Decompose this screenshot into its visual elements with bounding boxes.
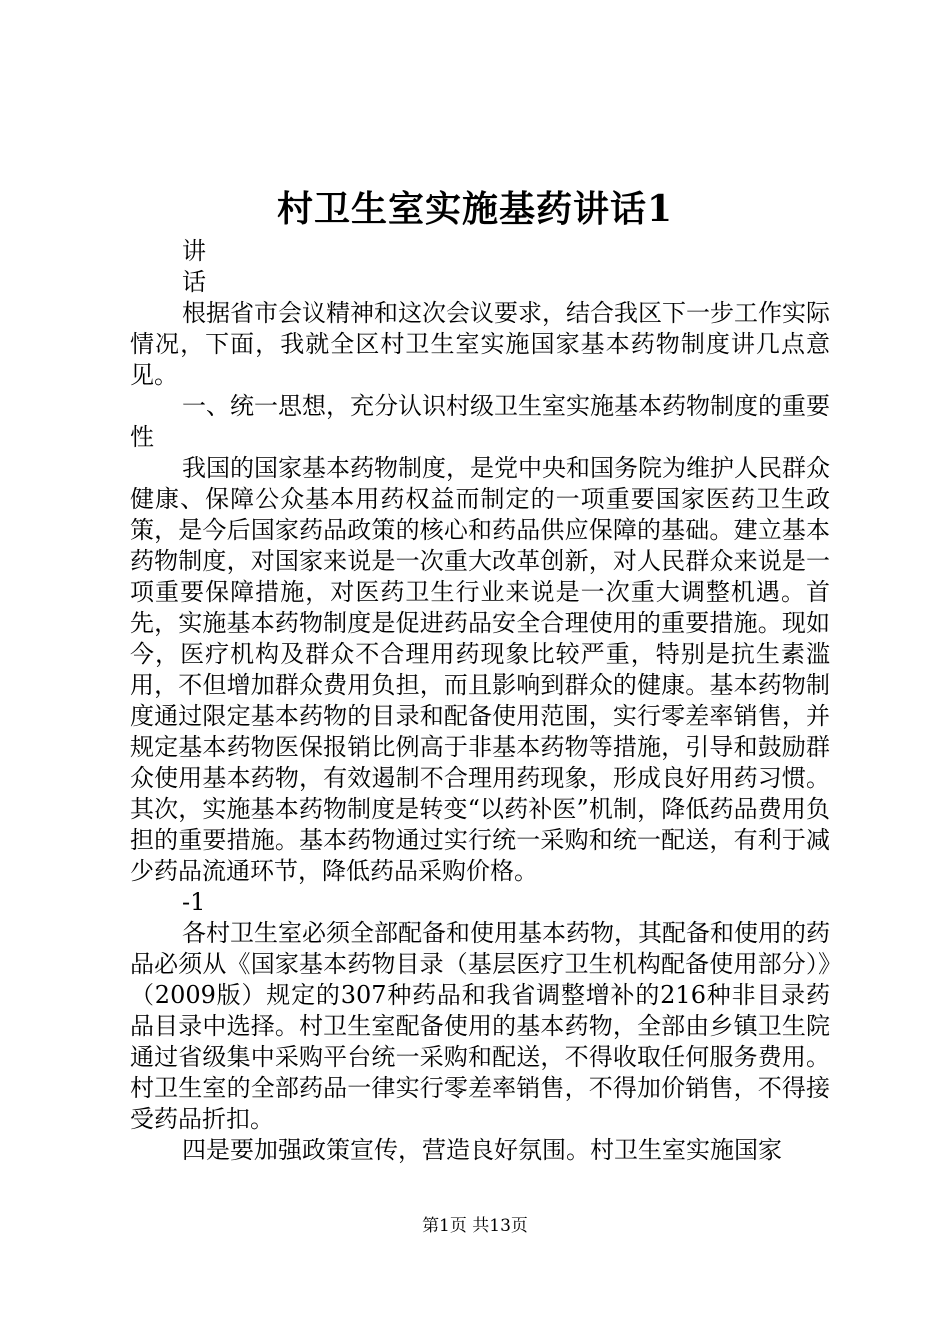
paragraph-policy: 我国的国家基本药物制度，是党中央和国务院为维护人民群众健康、保障公众基本用药权益而制定的一项重要国家医药卫生政策，是今后国家药品政策的核心和药品供应保障的基础。建立基本药物制度，对国家来说是一次重大改革创新，对人民群众来说是一项重要保障措施，对医药卫生行业来说是一次重大调整机遇。首先，实施基本药物制度是促进药品安全合理使用的重要措施。现如今，医疗机构及群众不合理用药现象比较严重，特别是抗生素滥用，不但增加群众费用负担，而且影响到群众的健康。基本药物制度通过限定基本药物的目录和配备使用范围，实行零差率销售，并规定基本药物医保报销比例高于非基本药物等措施，引导和鼓励群众使用基本药物，有效遏制不合理用药现象，形成良好用药习惯。其次，实施基本药物制度是转变“以药补医”机制，降低药品费用负担的重要措施。基本药物通过实行统一采购和统一配送，有利于减少药品流通环节，降低药品采购价格。 (130, 454, 830, 885)
document-title: 村卫生室实施基药讲话1 (276, 188, 674, 230)
speech-label-2: 话 (182, 268, 206, 296)
paragraph-requirements: 各村卫生室必须全部配备和使用基本药物，其配备和使用的药品必须从《国家基本药物目录（基层医疗卫生机构配备使用部分）》（2009版）规定的307种药品和我省调整增补的216种非目录药品目录中选择。村卫生室配备使用的基本药物，全部由乡镇卫生院通过省级集中采购平台统一采购和配送，不得收取任何服务费用。村卫生室的全部药品一律实行零差率销售，不得加价销售，不得接受药品折扣。 (130, 919, 830, 1133)
speech-label-1: 讲 (182, 237, 206, 265)
paragraph-intro: 根据省市会议精神和这次会议要求，结合我区下一步工作实际情况，下面，我就全区村卫生室实施国家基本药物制度讲几点意见。 (130, 299, 830, 389)
page-footer: 第1页 共13页 (422, 1216, 528, 1236)
document-body (130, 236, 830, 1166)
paragraph-publicity: 四是要加强政策宣传，营造良好氛围。村卫生室实施国家 (182, 1136, 782, 1164)
section-heading-1: 一、统一思想，充分认识村级卫生室实施基本药物制度的重要性 (130, 392, 830, 451)
page-marker: -1 (182, 888, 206, 916)
